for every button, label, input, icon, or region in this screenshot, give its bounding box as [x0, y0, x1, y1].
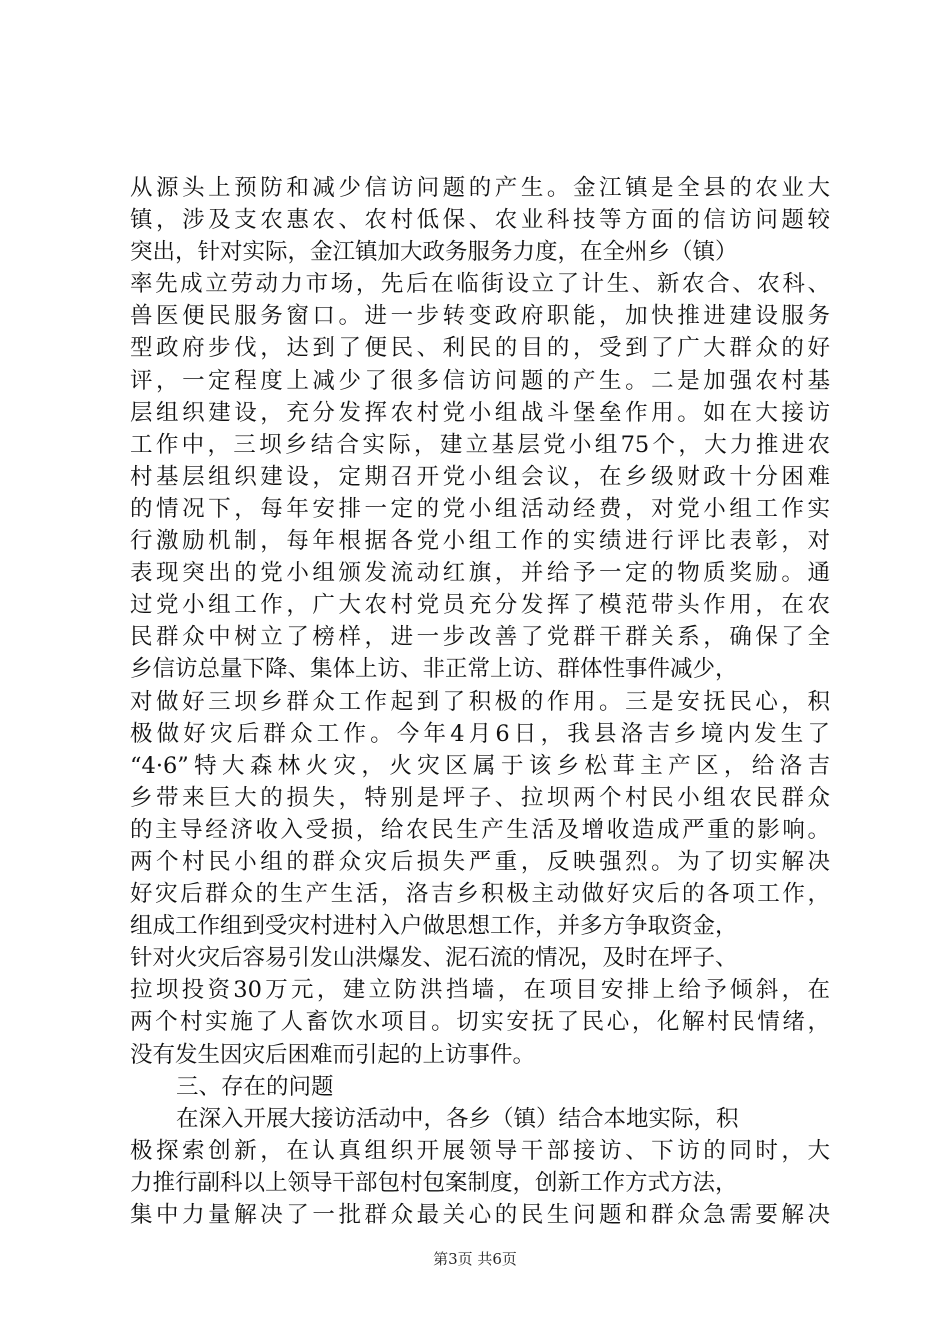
text-line: 率先成立劳动力市场，先后在临街设立了计生、新农合、农科、: [130, 271, 830, 298]
text-line: 突出，针对实际，金江镇加大政务服务力度，在全州乡（镇）: [130, 239, 738, 266]
text-line: 从源头上预防和减少信访问题的产生。金江镇是全县的农业大: [130, 175, 830, 201]
text-line: 民群众中树立了榜样，进一步改善了党群干群关系，确保了全: [130, 624, 830, 651]
text-line: 没有发生因灾后困难而引起的上访事件。: [130, 1041, 536, 1068]
text-line: 过党小组工作，广大农村党员充分发挥了模范带头作用，在农: [130, 592, 830, 619]
text-line: 工作中，三坝乡结合实际，建立基层党小组75个，大力推进农: [130, 431, 830, 458]
text-line: 组成工作组到受灾村进村入户做思想工作，并多方争取资金，: [130, 913, 738, 940]
text-line: 好灾后群众的生产生活，洛吉乡积极主动做好灾后的各项工作，: [130, 881, 830, 908]
text-line: 行激励机制，每年根据各党小组工作的实绩进行评比表彰，对: [130, 528, 830, 555]
body-text: [130, 172, 830, 1231]
text-line: 村基层组织建设，定期召开党小组会议，在乡级财政十分困难: [130, 463, 830, 490]
text-line: 兽医便民服务窗口。进一步转变政府职能，加快推进建设服务: [130, 303, 830, 330]
text-line: 极做好灾后群众工作。今年4月6日，我县洛吉乡境内发生了: [130, 720, 830, 747]
text-line: 极探索创新，在认真组织开展领导干部接访、下访的同时，大: [130, 1137, 830, 1164]
text-line: 层组织建设，充分发挥农村党小组战斗堡垒作用。如在大接访: [130, 399, 830, 426]
text-line: 两个村民小组的群众灾后损失严重，反映强烈。为了切实解决: [130, 848, 830, 875]
text-line: 集中力量解决了一批群众最关心的民生问题和群众急需要解决: [130, 1202, 830, 1228]
text-line: 表现突出的党小组颁发流动红旗，并给予一定的物质奖励。通: [130, 560, 830, 587]
text-line: 乡信访总量下降、集体上访、非正常上访、群体性事件减少，: [130, 656, 738, 683]
text-line: 型政府步伐，达到了便民、利民的目的，受到了广大群众的好: [130, 335, 830, 362]
text-line: 力推行副科以上领导干部包村包案制度，创新工作方式方法，: [130, 1169, 738, 1196]
text-line: 镇，涉及支农惠农、农村低保、农业科技等方面的信访问题较: [130, 207, 830, 234]
text-line: 在深入开展大接访活动中，各乡（镇）结合本地实际，积: [176, 1105, 739, 1132]
text-line: 拉坝投资30万元，建立防洪挡墙，在项目安排上给予倾斜，在: [130, 977, 830, 1004]
text-line: 对做好三坝乡群众工作起到了积极的作用。三是安抚民心，积: [130, 688, 830, 715]
section-heading: 三、存在的问题: [176, 1073, 334, 1100]
text-line: “4·6”特大森林火灾，火灾区属于该乡松茸主产区，给洛吉: [130, 752, 830, 779]
text-line: 乡带来巨大的损失，特别是坪子、拉坝两个村民小组农民群众: [130, 784, 830, 811]
text-line: 的情况下，每年安排一定的党小组活动经费，对党小组工作实: [130, 495, 830, 522]
text-line: 针对火灾后容易引发山洪爆发、泥石流的情况，及时在坪子、: [130, 945, 738, 972]
text-line: 评，一定程度上减少了很多信访问题的产生。二是加强农村基: [130, 367, 830, 394]
page-number-footer: 第3页 共6页: [433, 1250, 517, 1268]
text-line: 两个村实施了人畜饮水项目。切实安抚了民心，化解村民情绪，: [130, 1009, 830, 1036]
text-line: 的主导经济收入受损，给农民生产生活及增收造成严重的影响。: [130, 816, 830, 843]
